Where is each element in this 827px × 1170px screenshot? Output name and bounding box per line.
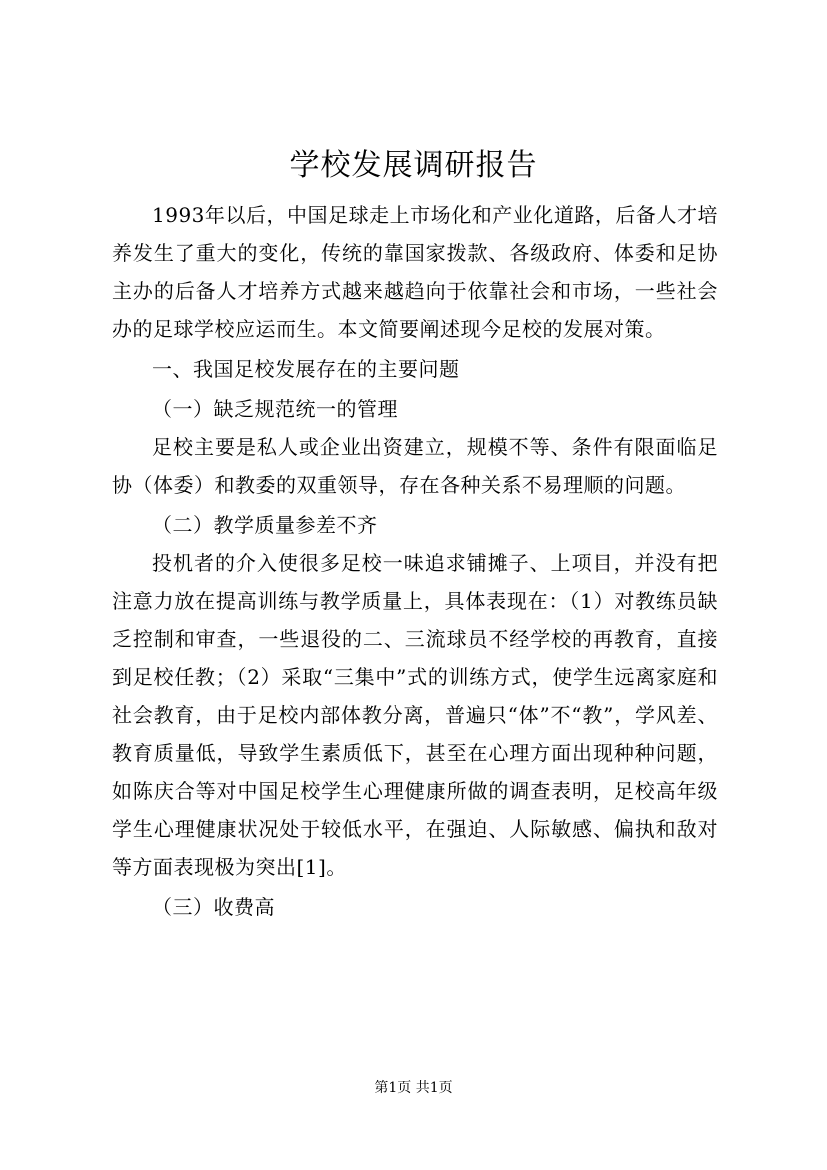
subsection-heading-quality: （二）教学质量参差不齐	[152, 513, 378, 537]
paragraph-intro: 1993年以后，中国足球走上市场化和产业化道路，后备人才培养发生了重大的变化，传统的靠国家拨款、各级政府、体委和足协主办的后备人才培养方式越来越趋向于依靠社会和市场，一些社会办的足球学校应运而生。本文简要阐述现今足校的发展对策。	[112, 203, 718, 341]
subsection-heading-fees: （三）收费高	[152, 895, 275, 919]
subsection-heading-management: （一）缺乏规范统一的管理	[152, 397, 398, 421]
page-footer: 第1页 共1页	[374, 1080, 453, 1096]
paragraph-quality: 投机者的介入使很多足校一味追求铺摊子、上项目，并没有把注意力放在提高训练与教学质量上，具体表现在：（1）对教练员缺乏控制和审查，一些退役的二、三流球员不经学校的再教育，直接到足校任教；（2）采取“三集中”式的训练方式，使学生远离家庭和社会教育，由于足校内部体教分离，普遍只“体”不“教”，学风差、教育质量低，导致学生素质低下，甚至在心理方面出现种种问题，如陈庆合等对中国足校学生心理健康所做的调查表明，足校高年级学生心理健康状况处于较低水平，在强迫、人际敏感、偏执和敌对等方面表现极为突出[1]。	[112, 551, 718, 879]
document-title: 学校发展调研报告	[289, 148, 538, 183]
paragraph-management: 足校主要是私人或企业出资建立，规模不等、条件有限面临足协（体委）和教委的双重领导，存在各种关系不易理顺的问题。	[112, 435, 718, 497]
document-body	[112, 196, 718, 926]
section-heading-problems: 一、我国足校发展存在的主要问题	[152, 357, 460, 381]
